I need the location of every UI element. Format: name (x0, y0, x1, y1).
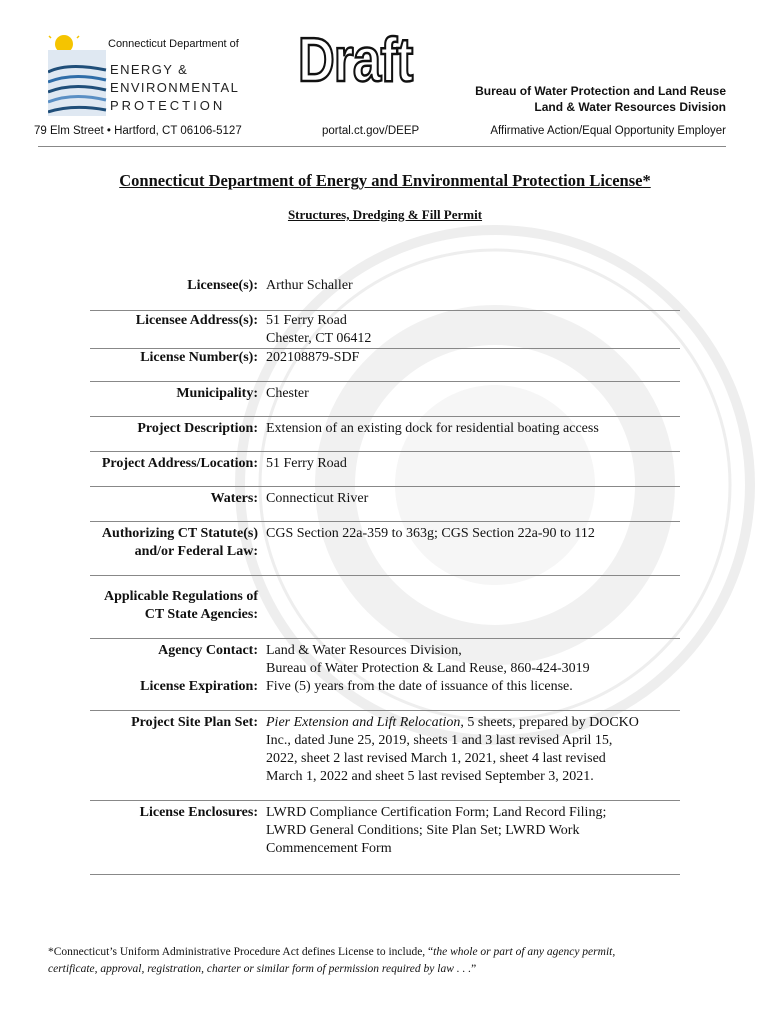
header-divider (38, 146, 726, 147)
licensee-address-line1: 51 Ferry Road (266, 313, 347, 328)
page-subtitle: Structures, Dredging & Fill Permit (287, 207, 483, 222)
site-plan-line1: , 5 sheets, prepared by DOCKO (460, 715, 639, 730)
enclosures-line1: LWRD Compliance Certification Form; Land Record Filing; (266, 805, 607, 820)
enclosures-line2: LWRD General Conditions; Site Plan Set; LWRD Work (266, 823, 580, 838)
row-divider (90, 638, 680, 639)
footnote-quote-line1: the whole or part of any agency permit, (433, 946, 616, 958)
agency-website: portal.ct.gov/DEEP (322, 125, 420, 137)
license-expiration-label: License Expiration: (140, 679, 258, 694)
row-divider (90, 416, 680, 417)
employer-statement: Affirmative Action/Equal Opportunity Employer (490, 125, 726, 137)
agency-name-line1: Connecticut Department of (108, 38, 239, 50)
regulations-row (90, 588, 680, 624)
row-divider (90, 710, 680, 711)
enclosures-row (90, 804, 680, 858)
statute-label-line2: and/or Federal Law: (134, 544, 258, 559)
site-plan-row (90, 714, 680, 786)
license-number-label: License Number(s): (140, 350, 258, 365)
row-divider (90, 381, 680, 382)
waters-row (90, 490, 680, 508)
site-plan-line3: 2022, sheet 2 last revised March 1, 2021, sheet 4 last revised (266, 751, 606, 766)
statute-label-line1: Authorizing CT Statute(s) (101, 526, 258, 541)
agency-name-line2: ENERGY & (110, 62, 189, 77)
draft-stamp: Draft (298, 26, 413, 95)
enclosures-line3: Commencement Form (266, 841, 392, 856)
row-divider (90, 521, 680, 522)
regulations-label-line1: Applicable Regulations of (103, 589, 258, 604)
site-plan-line4: March 1, 2022 and sheet 5 last revised September 3, 2021. (266, 769, 594, 784)
footnote-quote-line2: certificate, approval, registration, charter or similar form of permission required by law . . . (48, 963, 472, 975)
agency-name-line3: ENVIRONMENTAL (110, 80, 240, 95)
licensee-address-label: Licensee Address(s): (135, 313, 258, 328)
site-plan-label: Project Site Plan Set: (131, 715, 258, 730)
licensee-value: Arthur Schaller (266, 278, 353, 293)
municipality-row (90, 385, 680, 403)
row-divider (90, 575, 680, 576)
enclosures-label: License Enclosures: (139, 805, 258, 820)
waters-value: Connecticut River (266, 491, 369, 506)
agency-contact-line1: Land & Water Resources Division, (266, 643, 462, 658)
project-address-value: 51 Ferry Road (266, 456, 347, 471)
project-description-row (90, 420, 680, 438)
bureau-name: Bureau of Water Protection and Land Reuse (475, 84, 726, 98)
page-title: Connecticut Department of Energy and Environmental Protection License* (119, 171, 651, 190)
footnote-close: ” (471, 963, 477, 975)
agency-address: 79 Elm Street • Hartford, CT 06106-5127 (34, 125, 242, 137)
agency-contact-line2: Bureau of Water Protection & Land Reuse, 860-424-3019 (266, 661, 590, 676)
footnote-intro: *Connecticut’s Uniform Administrative Procedure Act defines License to include, “ (48, 946, 434, 958)
statute-value: CGS Section 22a-359 to 363g; CGS Section 22a-90 to 112 (266, 526, 595, 541)
row-divider (90, 486, 680, 487)
license-number-value: 202108879-SDF (266, 350, 360, 365)
licensee-address-row (90, 312, 680, 348)
site-plan-line2: Inc., dated June 25, 2019, sheets 1 and 3 last revised April 15, (266, 733, 613, 748)
municipality-value: Chester (266, 386, 309, 401)
municipality-label: Municipality: (176, 386, 258, 401)
license-expiration-row (90, 678, 680, 696)
row-divider (90, 310, 680, 311)
project-address-row (90, 455, 680, 473)
agency-contact-label: Agency Contact: (158, 643, 258, 658)
license-fields-table (90, 275, 680, 875)
licensee-row (90, 277, 680, 295)
project-description-label: Project Description: (137, 421, 258, 436)
licensee-label: Licensee(s): (187, 278, 258, 293)
regulations-label-line2: CT State Agencies: (144, 607, 258, 622)
regulations-value (266, 588, 680, 624)
row-divider (90, 874, 680, 875)
license-number-row (90, 349, 680, 367)
waters-label: Waters: (210, 491, 258, 506)
agency-name-line4: PROTECTION (110, 98, 226, 113)
site-plan-title: Pier Extension and Lift Relocation (266, 715, 461, 730)
project-description-value: Extension of an existing dock for residential boating access (266, 421, 599, 436)
licensee-address-line2: Chester, CT 06412 (266, 331, 372, 346)
project-address-label: Project Address/Location: (101, 456, 258, 471)
license-expiration-value: Five (5) years from the date of issuance of this license. (266, 679, 573, 694)
row-divider (90, 451, 680, 452)
statute-row (90, 525, 680, 561)
row-divider (90, 800, 680, 801)
footnote (48, 944, 708, 978)
agency-contact-row (90, 642, 680, 678)
division-name: Land & Water Resources Division (534, 100, 726, 114)
